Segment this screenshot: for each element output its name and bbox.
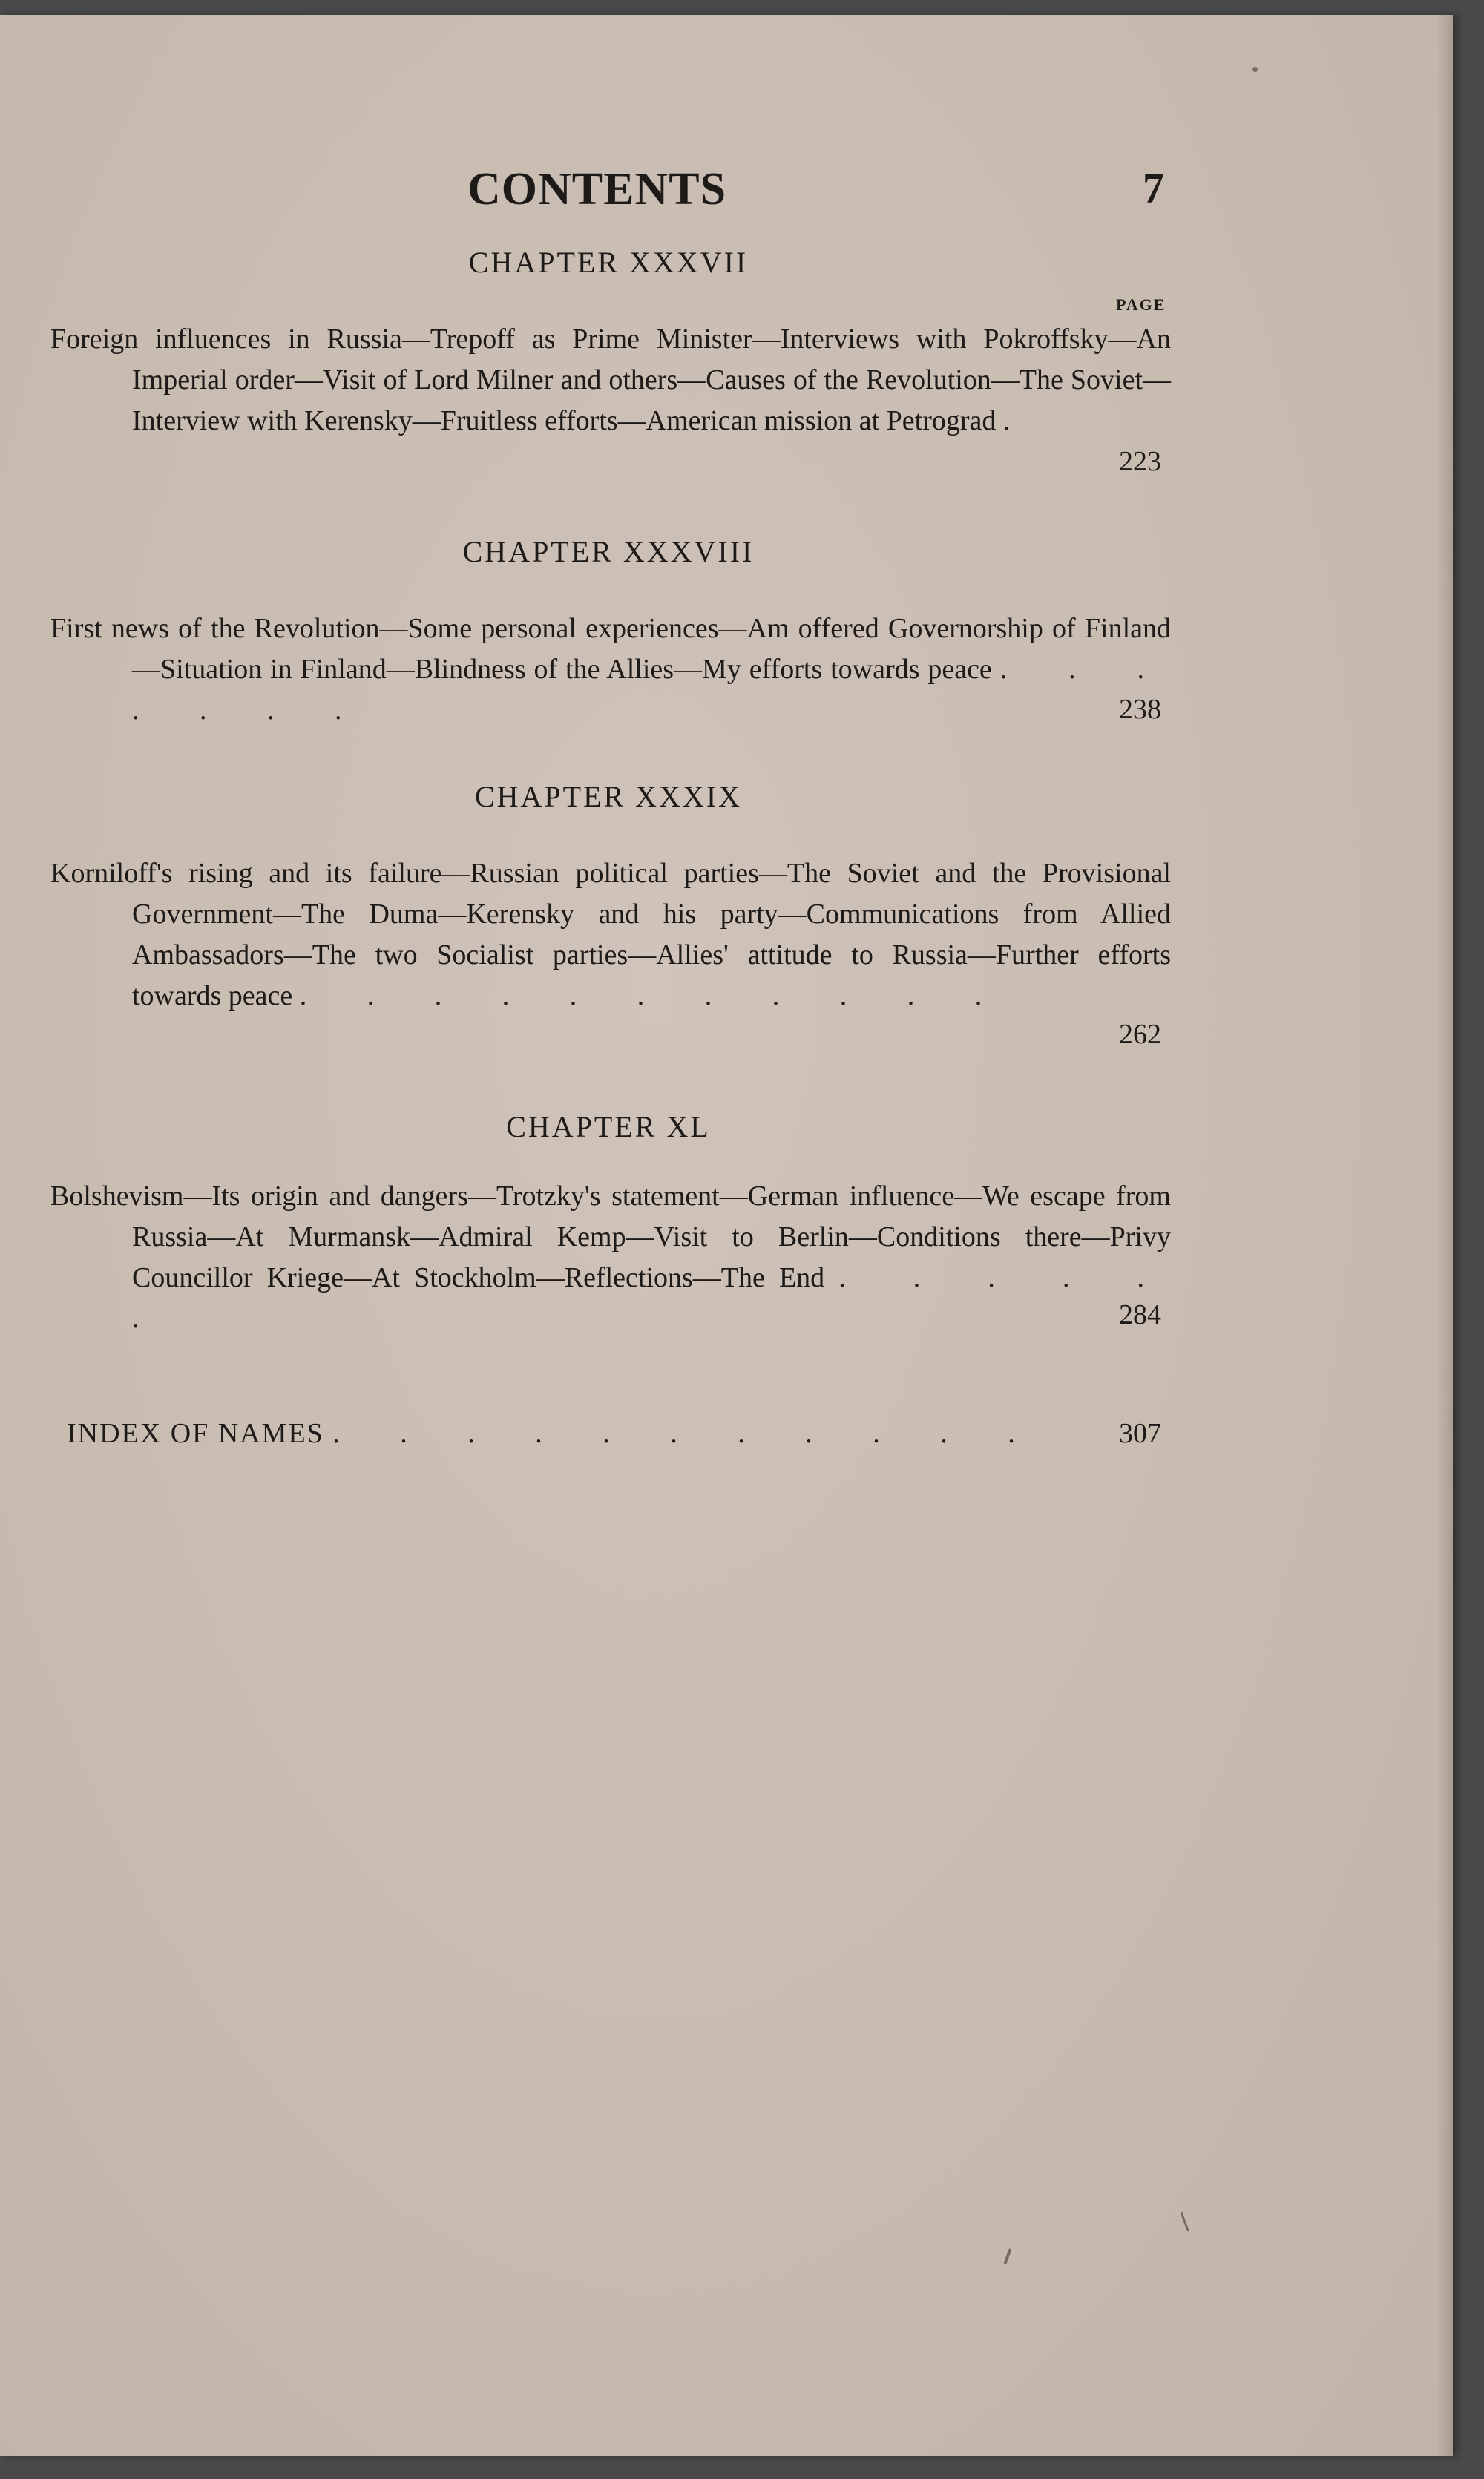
dot-leaders: . . . . . . . <box>132 654 1172 726</box>
page-title: CONTENTS <box>467 164 727 214</box>
chapter-summary <box>50 853 1171 1017</box>
chapter-summary-text: Bolshevism—Its origin and dangers—Trotzky's statement—German influence—We escape from Russia—At Murmansk—Admiral Kemp—Visit to Berlin—Conditions there—Privy Councillor Kriege—At Stockholm—Reflections—The End <box>50 1181 1171 1293</box>
chapter-summary-text: Foreign influences in Russia—Trepoff as Prime Minister—Interviews with Pokroffsky—An Imperial order—Visit of Lord Milner and others—Causes of the Revolution—The Soviet—Interview with Kerensky—Fruitless efforts—American mission at Petrograd <box>50 324 1171 436</box>
chapter-page-number: 284 <box>1119 1299 1161 1330</box>
chapter-heading: CHAPTER XXXVIII <box>462 535 755 568</box>
dot-leaders: . . . . . . . . . . . <box>332 1418 1042 1449</box>
paper-speck <box>1003 2248 1011 2265</box>
book-page <box>0 15 1453 2456</box>
chapter-summary-text: First news of the Revolution—Some personal experiences—Am offered Governorship of Finland—Situation in Finland—Blindness of the Allies—My efforts towards peace <box>50 613 1171 685</box>
index-entry <box>67 1417 1042 1450</box>
chapter-page-number: 223 <box>1119 446 1161 477</box>
chapter-summary <box>50 319 1171 441</box>
dot-leaders: . . . . . . . . . . . <box>299 980 1009 1011</box>
page-number: 7 <box>1143 164 1164 212</box>
chapter-summary-text: Korniloff's rising and its failure—Russian political parties—The Soviet and the Provisional Government—The Duma—Kerensky and his party—Communications from Allied Ambassadors—The two Socialist parties—Allies' attitude to Russia—Further efforts towards peace <box>50 858 1171 1011</box>
paper-speck <box>1180 2211 1189 2231</box>
chapter-heading: CHAPTER XL <box>506 1110 711 1143</box>
chapter-summary <box>50 1176 1171 1339</box>
page-edge-shadow <box>1437 15 1453 2456</box>
chapter-heading: CHAPTER XXXVII <box>468 246 749 279</box>
chapter-page-number: 262 <box>1119 1019 1161 1050</box>
index-label: INDEX OF NAMES <box>67 1418 324 1449</box>
page-column-label: PAGE <box>1116 295 1166 314</box>
paper-speck <box>1252 67 1258 72</box>
dot-leaders: . <box>1002 405 1037 436</box>
chapter-page-number: 238 <box>1119 694 1161 725</box>
chapter-summary <box>50 608 1171 731</box>
index-page-number: 307 <box>1119 1418 1161 1449</box>
chapter-heading: CHAPTER XXXIX <box>474 780 743 813</box>
dot-leaders: . . . . . . <box>132 1262 1172 1334</box>
